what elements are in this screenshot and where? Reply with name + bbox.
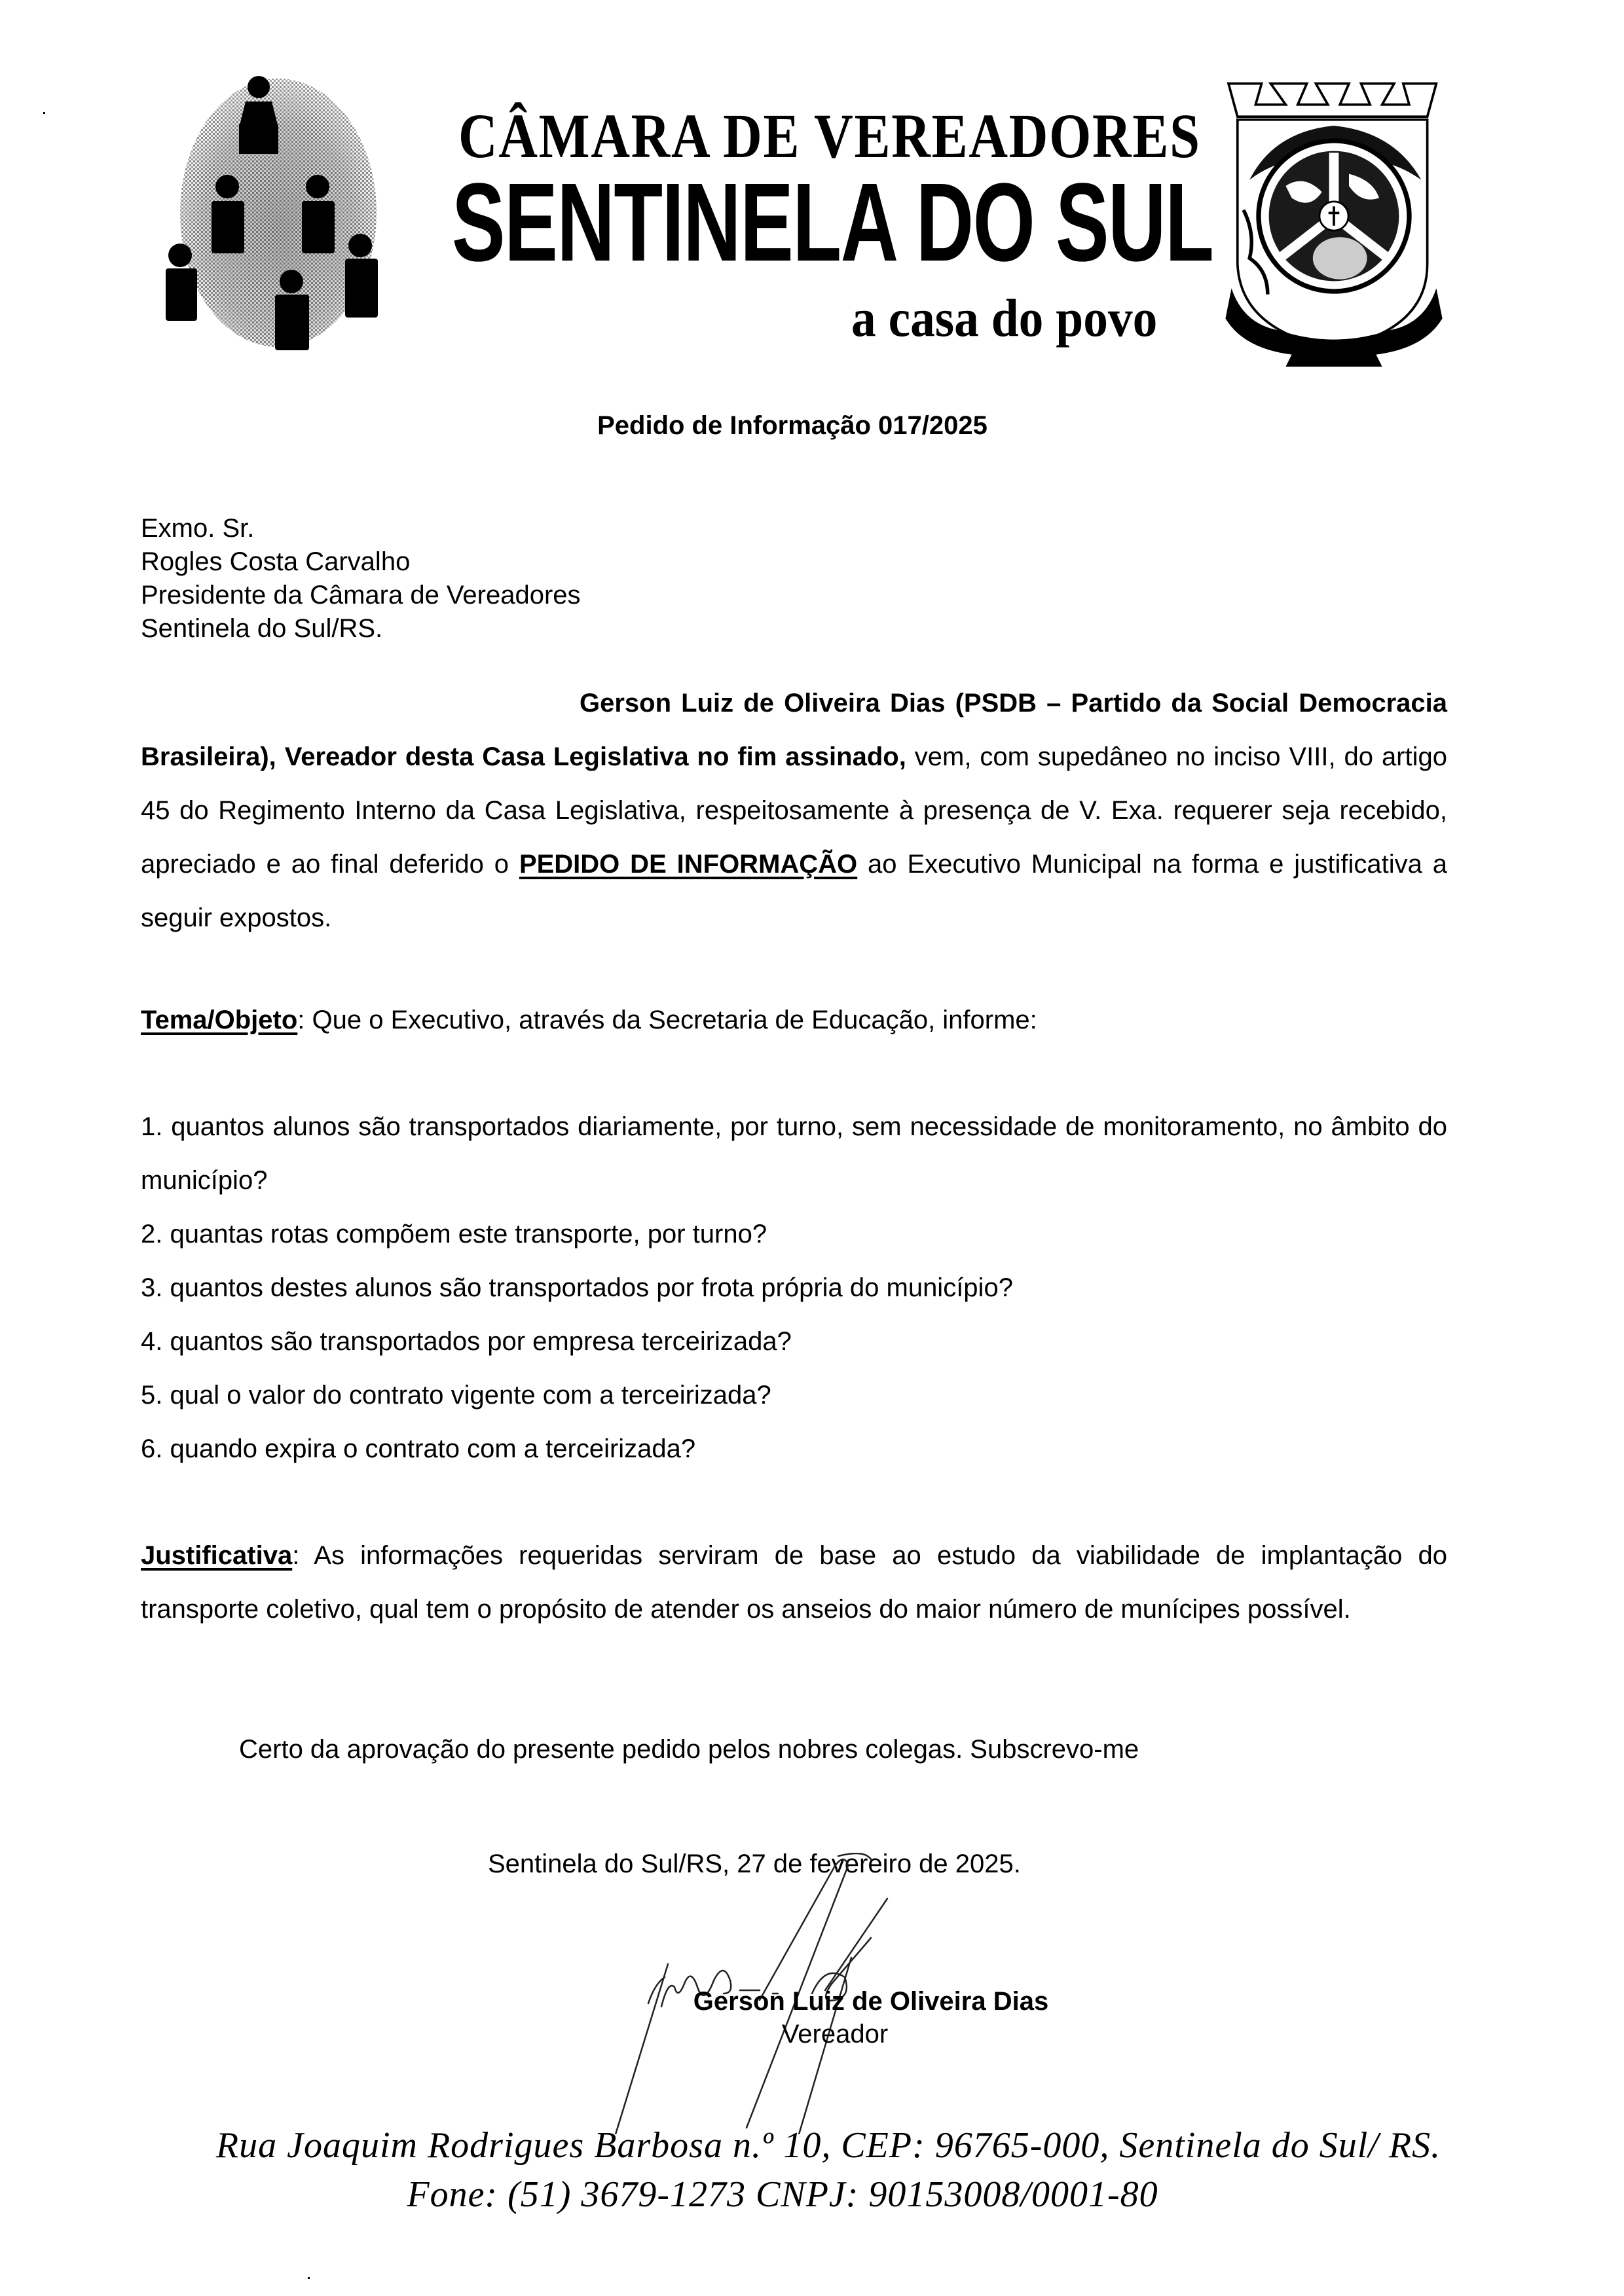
intro-author: Gerson Luiz de Oliveira Dias (PSDB – Partido da Social Democracia Brasileira), Vereador desta Casa Legislativa no fim assinado, bbox=[141, 689, 1447, 771]
question-item: 6. quando expira o contrato com a terceirizada? bbox=[141, 1434, 696, 1463]
subject-text: : Que o Executivo, através da Secretaria de Educação, informe: bbox=[297, 1006, 1037, 1034]
addressee-block bbox=[141, 512, 581, 646]
municipal-coat-of-arms-icon bbox=[1219, 65, 1449, 367]
signer-role: Vereador bbox=[781, 2020, 889, 2049]
footer-contact: Fone: (51) 3679-1273 CNPJ: 90153008/0001-80 bbox=[407, 2174, 1158, 2215]
subject-label: Tema/Objeto bbox=[141, 1006, 298, 1034]
closing-sentence: Certo da aprovação do presente pedido pelos nobres colegas. Subscrevo-me bbox=[239, 1735, 1139, 1764]
subject-paragraph bbox=[141, 993, 1447, 1047]
header-line-camara: CÂMARA DE VEREADORES bbox=[458, 101, 1201, 171]
intro-paragraph bbox=[141, 676, 1447, 945]
people-group-logo-icon bbox=[154, 62, 422, 350]
header-line-sentinela: SENTINELA DO SUL bbox=[452, 160, 1213, 285]
intro-emphasis: PEDIDO DE INFORMAÇÃO bbox=[519, 850, 858, 879]
question-item: 1. quantos alunos são transportados diariamente, por turno, sem necessidade de monitoramento, no âmbito do município? bbox=[141, 1112, 1447, 1195]
header-slogan: a casa do povo bbox=[851, 288, 1158, 348]
question-item: 2. quantas rotas compõem este transporte, por turno? bbox=[141, 1220, 767, 1248]
question-item: 5. qual o valor do contrato vigente com a terceirizada? bbox=[141, 1381, 771, 1410]
footer-address: Rua Joaquim Rodrigues Barbosa n.º 10, CEP: 96765-000, Sentinela do Sul/ RS. bbox=[215, 2125, 1441, 2166]
scan-speck bbox=[308, 2277, 310, 2279]
justification-paragraph bbox=[141, 1529, 1447, 1636]
scan-speck bbox=[43, 112, 45, 114]
justification-label: Justificativa bbox=[141, 1541, 293, 1570]
questions-list bbox=[141, 1100, 1447, 1476]
question-item: 4. quantos são transportados por empresa terceirizada? bbox=[141, 1327, 792, 1356]
justification-text: : As informações requeridas serviram de base ao estudo da viabilidade de implantação do transporte coletivo, qual tem o propósito de atender os anseios do maior número de munícipes possível. bbox=[141, 1541, 1447, 1624]
addressee-name: Rogles Costa Carvalho bbox=[141, 547, 411, 576]
document-title: Pedido de Informação 017/2025 bbox=[597, 411, 987, 440]
intro-body: vem, com supedâneo no inciso VIII, do artigo 45 do Regimento Interno da Casa Legislativa, respeitosamente à presença de V. Exa. requerer seja recebido, apreciado e ao final deferido o bbox=[141, 742, 1447, 879]
signer-name: Gerson Luiz de Oliveira Dias bbox=[693, 1987, 1049, 2016]
addressee-position: Presidente da Câmara de Vereadores bbox=[141, 581, 581, 610]
question-item: 3. quantos destes alunos são transportados por frota própria do município? bbox=[141, 1273, 1013, 1302]
addressee-location: Sentinela do Sul/RS. bbox=[141, 614, 383, 643]
addressee-salutation: Exmo. Sr. bbox=[141, 514, 255, 543]
place-and-date: Sentinela do Sul/RS, 27 de fevereiro de 2025. bbox=[488, 1850, 1021, 1878]
intro-ending: ao Executivo Municipal na forma e justificativa a seguir expostos. bbox=[141, 850, 1448, 932]
